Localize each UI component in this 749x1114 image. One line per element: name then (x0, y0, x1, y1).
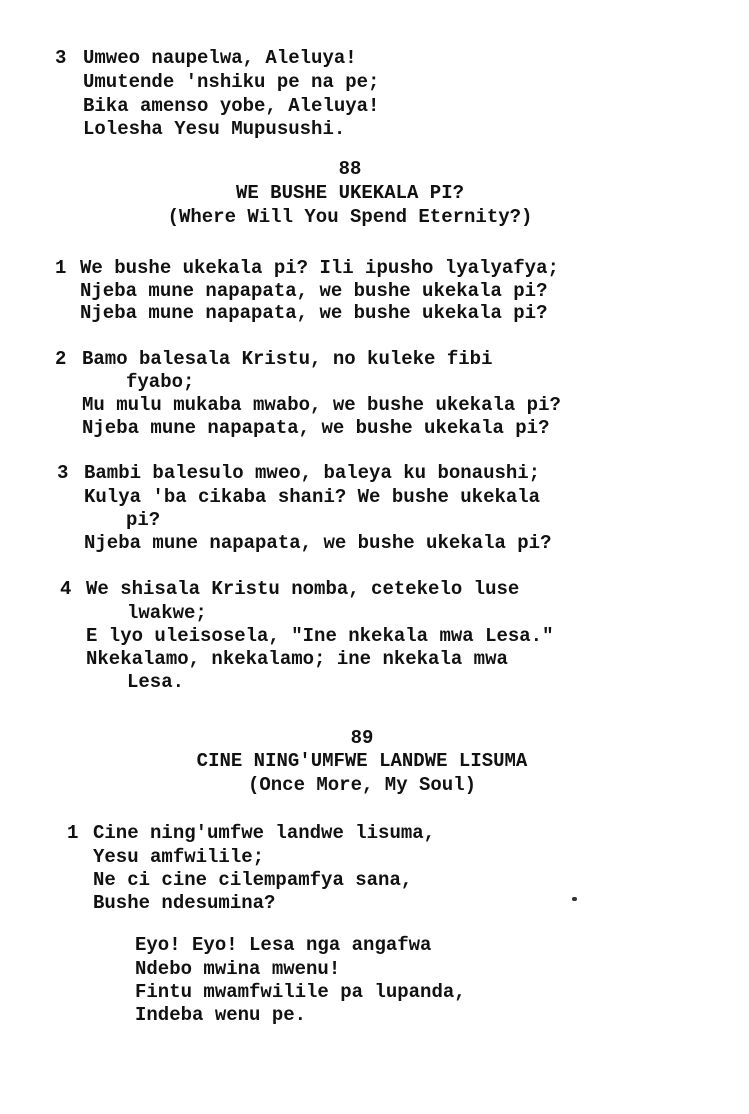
verse-line: fyabo; (126, 371, 195, 393)
verse-number: 1 (55, 257, 67, 279)
verse-line: We bushe ukekala pi? Ili ipusho lyalyafya; (80, 257, 559, 279)
verse-line: Bambi balesulo mweo, baleya ku bonaushi; (84, 462, 541, 484)
verse-line: We shisala Kristu nomba, cetekelo luse (86, 578, 520, 600)
hymn-subtitle: (Once More, My Soul) (247, 774, 477, 796)
verse-line: Lesa. (127, 671, 185, 693)
hymn-title: CINE NING'UMFWE LANDWE LISUMA (196, 750, 528, 772)
verse-line: Ne ci cine cilempamfya sana, (93, 869, 413, 891)
verse-line: Njeba mune napapata, we bushe ukekala pi? (84, 532, 552, 554)
verse-line: Njeba mune napapata, we bushe ukekala pi? (82, 417, 550, 439)
verse-line: Njeba mune napapata, we bushe ukekala pi? (80, 280, 548, 302)
verse-number: 1 (67, 822, 79, 844)
hymn-number: 89 (350, 727, 374, 749)
verse-line: Bika amenso yobe, Aleluya! (83, 95, 380, 117)
verse-line: Umweo naupelwa, Aleluya! (83, 47, 357, 69)
chorus-line: Ndebo mwina mwenu! (135, 958, 341, 980)
chorus-line: Indeba wenu pe. (135, 1004, 307, 1026)
verse-number: 3 (57, 462, 69, 484)
verse-line: E lyo uleisosela, "Ine nkekala mwa Lesa." (86, 625, 554, 647)
verse-line: Umutende 'nshiku pe na pe; (83, 71, 380, 93)
hymn-number: 88 (338, 158, 362, 180)
verse-line: Nkekalamo, nkekalamo; ine nkekala mwa (86, 648, 508, 670)
verse-line: pi? (126, 509, 161, 531)
verse-line: Cine ning'umfwe landwe lisuma, (93, 822, 436, 844)
verse-line: lwakwe; (127, 602, 207, 624)
verse-line: Yesu amfwilile; (93, 846, 265, 868)
verse-number: 2 (55, 348, 67, 370)
verse-line: Bushe ndesumina? (93, 892, 276, 914)
verse-line: Njeba mune napapata, we bushe ukekala pi? (80, 302, 548, 324)
hymn-subtitle: (Where Will You Spend Eternity?) (167, 206, 533, 228)
verse-line: Kulya 'ba cikaba shani? We bushe ukekala (84, 486, 541, 508)
chorus-line: Eyo! Eyo! Lesa nga angafwa (135, 934, 432, 956)
verse-number: 4 (60, 578, 72, 600)
hymn-title: WE BUSHE UKEKALA PI? (235, 182, 465, 204)
verse-line: Mu mulu mukaba mwabo, we bushe ukekala pi? (82, 394, 561, 416)
print-speck (572, 897, 577, 901)
verse-number: 3 (55, 47, 67, 69)
chorus-line: Fintu mwamfwilile pa lupanda, (135, 981, 466, 1003)
verse-line: Bamo balesala Kristu, no kuleke fibi (82, 348, 493, 370)
verse-line: Lolesha Yesu Mupusushi. (83, 118, 346, 140)
